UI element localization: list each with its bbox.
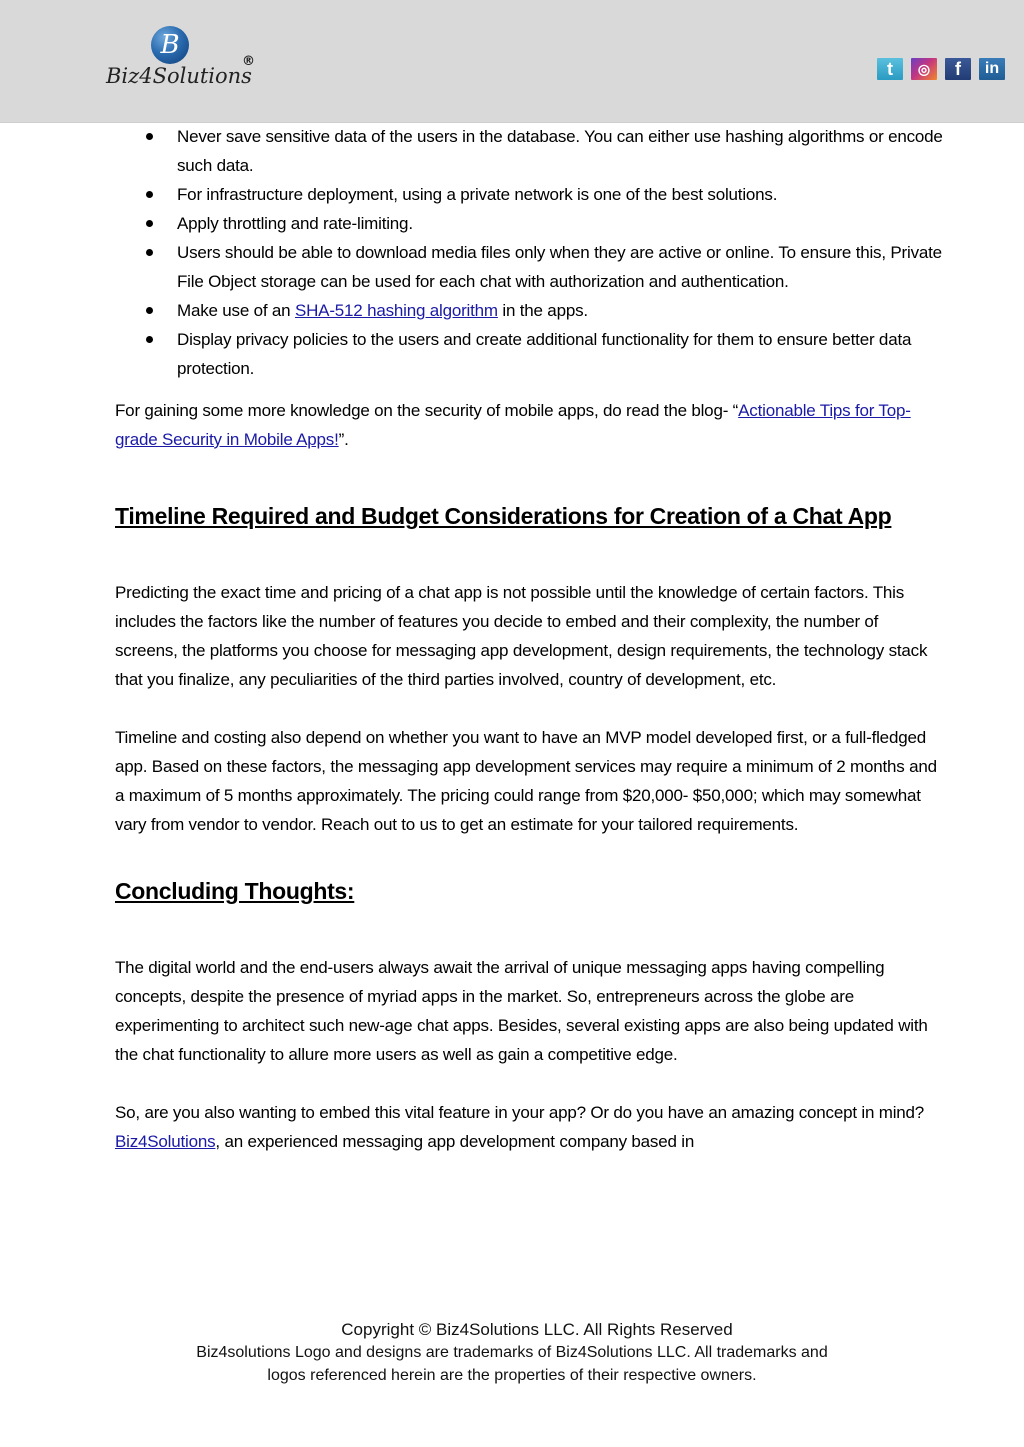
document-body <box>115 122 945 1156</box>
cta-paragraph: So, are you also wanting to embed this vital feature in your app? Or do you have an amazing concept in mind? Biz4Solutions, an experienced messaging app development company based in <box>115 1103 925 1151</box>
linkedin-icon[interactable]: in <box>979 58 1005 80</box>
predicting-paragraph: Predicting the exact time and pricing of a chat app is not possible until the knowledge of certain factors. This includes the factors like the number of features you decide to embed and their complexity, the number of screens, the platforms you choose for messaging app development, design requirements, the technology stack that you finalize, any peculiarities of the third parties involved, country of development, etc. <box>115 583 928 689</box>
list-item: Display privacy policies to the users and create additional functionality for them to ensure better data protection. <box>115 325 945 383</box>
page-footer <box>0 1318 1024 1387</box>
timeline-costing-paragraph: Timeline and costing also depend on whether you want to have an MVP model developed first, or a full-fledged app. Based on these factors, the messaging app development services may require a minimum of 2 months and a maximum of 5 months approximately. The pricing could range from $20,000- $50,000; which may somewhat vary from vendor to vendor. Reach out to us to get an estimate for your tailored requirements. <box>115 728 937 834</box>
bullet-icon <box>146 307 153 314</box>
blog-link[interactable]: Actionable Tips for Top-grade Security in Mobile Apps! <box>115 401 911 449</box>
concluding-heading: Concluding Thoughts: <box>115 878 355 904</box>
copyright-line: Copyright © Biz4Solutions LLC. All Rights Reserved <box>341 1320 733 1339</box>
biz4solutions-logo[interactable] <box>104 22 264 92</box>
page-header <box>0 0 1024 123</box>
list-item: Users should be able to download media files only when they are active or online. To ensure this, Private File Object storage can be used for each chat with authorization and authentication. <box>115 238 945 296</box>
timeline-heading: Timeline Required and Budget Considerations for Creation of a Chat App <box>115 503 892 529</box>
bullet-icon <box>146 220 153 227</box>
instagram-icon[interactable]: ◎ <box>911 58 937 80</box>
registered-mark: ® <box>242 54 255 69</box>
bullet-icon <box>146 191 153 198</box>
trademark-line-2: logos referenced herein are the properties of their respective owners. <box>267 1367 757 1384</box>
list-item: Make use of an SHA-512 hashing algorithm in the apps. <box>115 296 945 325</box>
facebook-icon[interactable]: f <box>945 58 971 80</box>
bullet-icon <box>146 133 153 140</box>
logo-mark-icon: B <box>151 26 189 64</box>
logo-text: Biz4Solutions <box>106 64 252 88</box>
security-tips-list <box>115 122 945 383</box>
sha512-link[interactable]: SHA-512 hashing algorithm <box>294 301 498 320</box>
list-item: Never save sensitive data of the users in the database. You can either use hashing algorithms or encode such data. <box>115 122 945 180</box>
list-item: Apply throttling and rate-limiting. <box>115 209 945 238</box>
social-links <box>877 58 1005 80</box>
trademark-line-1: Biz4solutions Logo and designs are trademarks of Biz4Solutions LLC. All trademarks and <box>196 1344 828 1361</box>
twitter-icon[interactable]: t <box>877 58 903 80</box>
digital-world-paragraph: The digital world and the end-users always await the arrival of unique messaging apps having compelling concepts, despite the presence of myriad apps in the market. So, entrepreneurs across the globe are experimenting to architect such new-age chat apps. Besides, several existing apps are also being updated with the chat functionality to allure more users as well as gain a competitive edge. <box>115 958 928 1064</box>
blog-paragraph: For gaining some more knowledge on the security of mobile apps, do read the blog- “Actionable Tips for Top-grade Security in Mobile Apps!”. <box>115 401 911 449</box>
list-item: For infrastructure deployment, using a private network is one of the best solutions. <box>115 180 945 209</box>
biz4solutions-link[interactable]: Biz4Solutions <box>115 1132 216 1151</box>
bullet-icon <box>146 336 153 343</box>
bullet-icon <box>146 249 153 256</box>
